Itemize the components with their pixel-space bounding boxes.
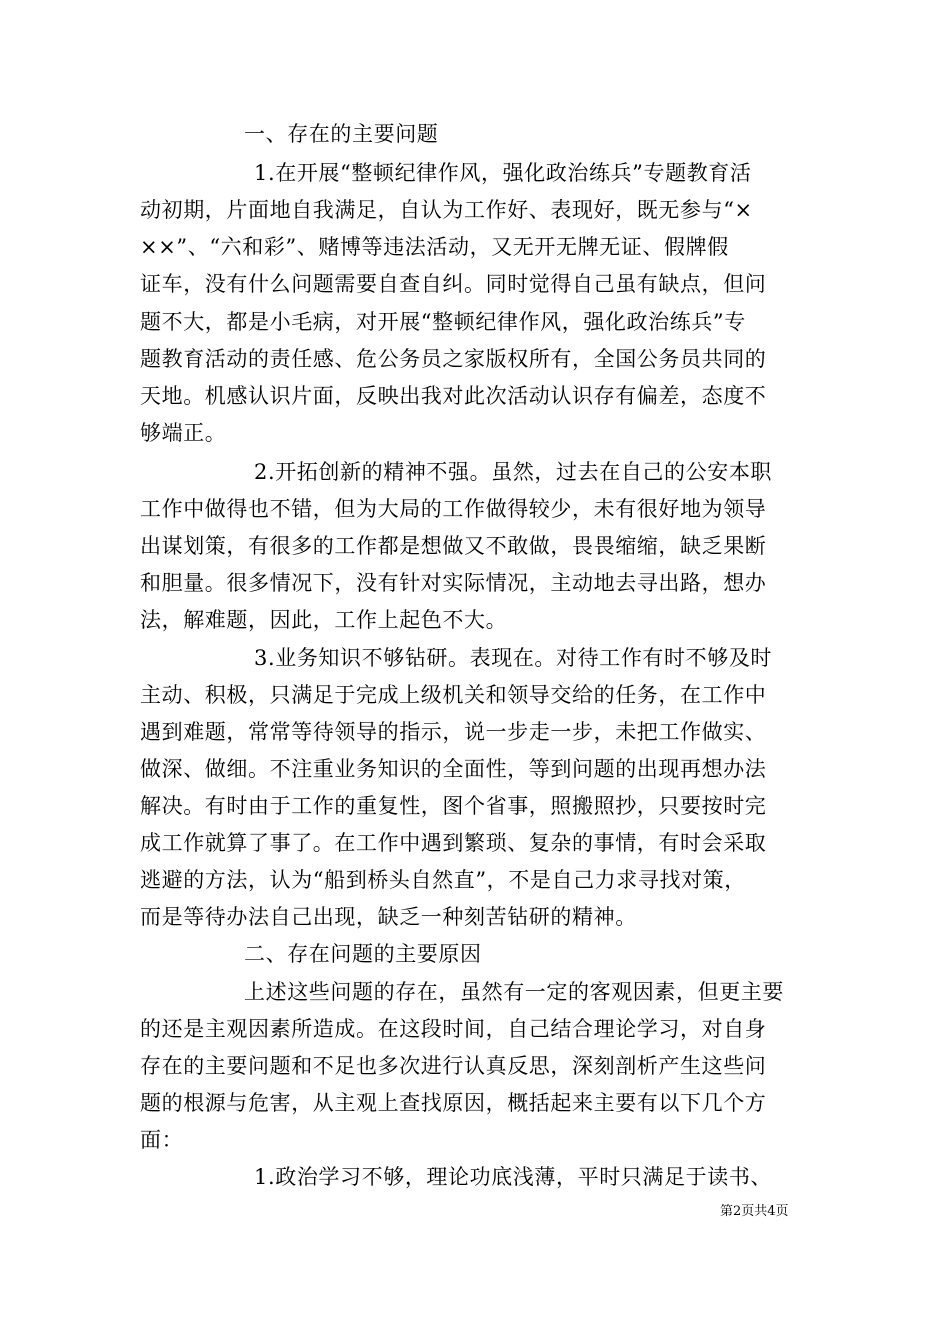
paragraph-line: 1.政治学习不够，理论功底浅薄，平时只满足于读书、 — [254, 1165, 773, 1189]
paragraph-line: 工作中做得也不错，但为大局的工作做得较少，未有很好地为领导 — [140, 497, 767, 521]
paragraph-line: 遇到难题，常常等待领导的指示，说一步走一步，未把工作做实、 — [140, 720, 767, 744]
paragraph-line: 做深、做细。不注重业务知识的全面性，等到问题的出现再想办法 — [140, 757, 767, 781]
paragraph-line: 出谋划策，有很多的工作都是想做又不敢做，畏畏缩缩，缺乏果断 — [140, 534, 767, 558]
paragraph-line: 主动、积极，只满足于完成上级机关和领导交给的任务，在工作中 — [140, 683, 767, 707]
paragraph-line: 题不大，都是小毛病，对开展“整顿纪律作风，强化政治练兵”专 — [140, 310, 746, 334]
paragraph-line: 存在的主要问题和不足也多次进行认真反思，深刻剖析产生这些问 — [140, 1054, 767, 1078]
paragraph-line: 面： — [140, 1128, 184, 1152]
paragraph-line: 3.业务知识不够钻研。表现在。对待工作有时不够及时 — [254, 646, 773, 670]
paragraph-line: 天地。机感认识片面，反映出我对此次活动认识存有偏差，态度不 — [140, 384, 767, 408]
section-heading-1: 一、存在的主要问题 — [244, 122, 439, 146]
paragraph-line: 上述这些问题的存在，虽然有一定的客观因素，但更主要 — [244, 980, 784, 1004]
paragraph-line: 1.在开展“整顿纪律作风，强化政治练兵”专题教育活 — [254, 161, 752, 185]
paragraph-line: 和胆量。很多情况下，没有针对实际情况，主动地去寻出路，想办 — [140, 571, 767, 595]
paragraph-line: 题教育活动的责任感、危公务员之家版权所有，全国公务员共同的 — [140, 347, 767, 371]
paragraph-line: 题的根源与危害，从主观上查找原因，概括起来主要有以下几个方 — [140, 1091, 767, 1115]
paragraph-line: 够端正。 — [140, 421, 227, 445]
paragraph-line: 法，解难题，因此，工作上起色不大。 — [140, 608, 508, 632]
paragraph-line: 2.开拓创新的精神不强。虽然，过去在自己的公安本职 — [254, 460, 773, 484]
paragraph-line: 成工作就算了事了。在工作中遇到繁琐、复杂的事情，有时会采取 — [140, 831, 767, 855]
paragraph-line: 证车，没有什么问题需要自查自纠。同时觉得自己虽有缺点，但问 — [140, 272, 767, 296]
paragraph-line: 的还是主观因素所造成。在这段时间，自己结合理论学习，对自身 — [140, 1017, 767, 1041]
paragraph-line: 而是等待办法自己出现，缺乏一种刻苦钻研的精神。 — [140, 905, 637, 929]
paragraph-line: 逃避的方法，认为“船到桥头自然直”，不是自己力求寻找对策， — [140, 868, 746, 892]
page-number: 第2页共4页 — [720, 1204, 789, 1219]
paragraph-line: 解决。有时由于工作的重复性，图个省事，照搬照抄，只要按时完 — [140, 794, 767, 818]
section-heading-2: 二、存在问题的主要原因 — [244, 942, 482, 966]
paragraph-line: ××”、“六和彩”、赌博等违法活动，又无开无牌无证、假牌假 — [140, 235, 729, 259]
paragraph-line: 动初期，片面地自我满足，自认为工作好、表现好，既无参与“× — [140, 198, 753, 222]
